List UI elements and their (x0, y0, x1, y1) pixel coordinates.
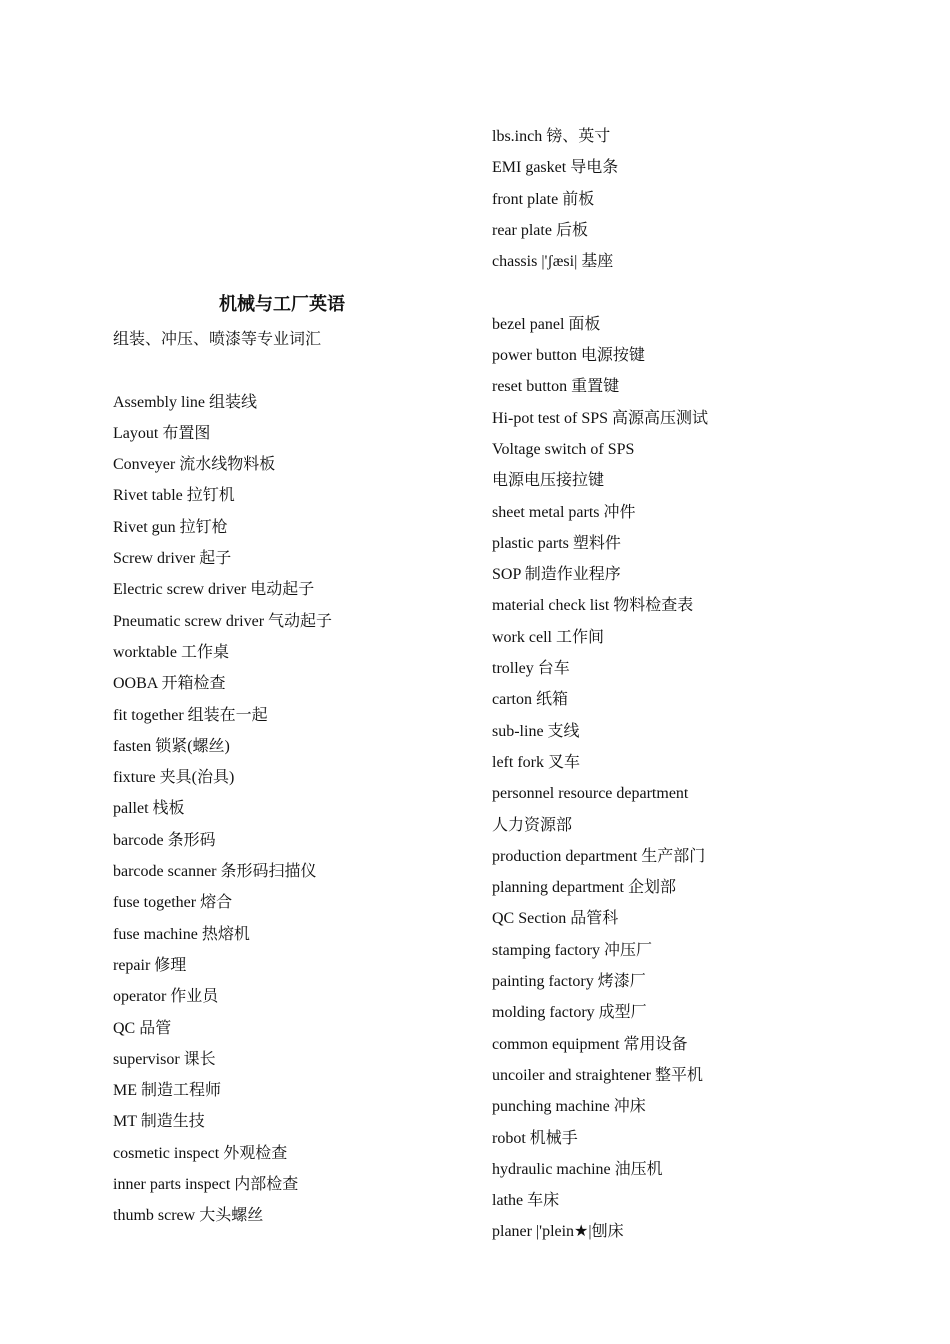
vocab-entry: OOBA 开箱检查 (113, 675, 226, 693)
blank-line (492, 277, 892, 308)
vocab-entry: bezel panel 面板 (492, 315, 601, 333)
vocab-entry: power button 电源按键 (492, 347, 645, 365)
vocab-entry: SOP 制造作业程序 (492, 566, 621, 584)
blank-line (113, 355, 473, 386)
vocab-entry: cosmetic inspect 外观检查 (113, 1144, 288, 1162)
vocab-entry: 人力资源部 (492, 816, 573, 834)
vocab-entry: ME 制造工程师 (113, 1082, 222, 1100)
vocab-entry: pallet 栈板 (113, 800, 185, 818)
vocab-entry: production department 生产部门 (492, 847, 706, 865)
vocab-entry: Layout 布置图 (113, 424, 211, 442)
vocab-entry: left fork 叉车 (492, 753, 580, 771)
right-vocab-list-top (492, 121, 892, 277)
vocab-entry: fasten 锁紧(螺丝) (113, 737, 230, 755)
vocab-entry: Voltage switch of SPS (492, 440, 635, 458)
vocab-entry: barcode 条形码 (113, 831, 216, 849)
vocab-entry: Electric screw driver 电动起子 (113, 581, 315, 599)
vocab-entry: barcode scanner 条形码扫描仪 (113, 863, 317, 881)
vocab-entry: sub-line 支线 (492, 722, 580, 740)
document-title: 机械与工厂英语 (219, 294, 345, 315)
vocab-entry: EMI gasket 导电条 (492, 159, 619, 177)
vocab-entry: lathe 车床 (492, 1192, 560, 1210)
right-column (492, 121, 892, 1248)
vocab-entry: molding factory 成型厂 (492, 1004, 647, 1022)
vocab-entry: work cell 工作间 (492, 628, 604, 646)
vocab-entry: plastic parts 塑料件 (492, 534, 621, 552)
vocab-entry: robot 机械手 (492, 1129, 578, 1147)
vocab-entry: Rivet gun 拉钉枪 (113, 518, 228, 536)
vocab-entry: chassis |'ʃæsi| 基座 (492, 253, 614, 271)
vocab-entry: fuse machine 热熔机 (113, 925, 250, 943)
left-column (113, 292, 473, 1232)
vocab-entry: trolley 台车 (492, 660, 570, 678)
vocab-entry: operator 作业员 (113, 988, 219, 1006)
vocab-entry: fixture 夹具(治具) (113, 769, 235, 787)
vocab-entry: lbs.inch 镑、英寸 (492, 128, 611, 145)
vocab-entry: personnel resource department (492, 785, 689, 803)
vocab-entry: front plate 前板 (492, 190, 595, 208)
vocab-entry: worktable 工作桌 (113, 643, 229, 661)
vocab-entry: supervisor 课长 (113, 1050, 216, 1068)
vocab-entry: Conveyer 流水线物料板 (113, 456, 276, 474)
vocab-entry: inner parts inspect 内部检查 (113, 1176, 299, 1194)
vocab-entry: Screw driver 起子 (113, 550, 232, 568)
vocab-entry: uncoiler and straightener 整平机 (492, 1066, 704, 1084)
right-vocab-list (492, 309, 892, 1248)
vocab-entry: reset button 重置键 (492, 378, 620, 396)
vocab-entry: QC 品管 (113, 1019, 172, 1037)
vocab-entry: fit together 组装在一起 (113, 706, 268, 724)
vocab-entry: carton 纸箱 (492, 691, 568, 709)
vocab-entry: common equipment 常用设备 (492, 1035, 688, 1053)
vocab-entry: QC Section 品管科 (492, 910, 619, 928)
vocab-entry: Hi-pot test of SPS 高源高压测试 (492, 409, 709, 427)
vocab-entry: painting factory 烤漆厂 (492, 973, 646, 991)
vocab-entry: repair 修理 (113, 956, 187, 974)
vocab-entry: MT 制造生技 (113, 1113, 205, 1131)
vocab-entry: hydraulic machine 油压机 (492, 1160, 663, 1178)
vocab-entry: sheet metal parts 冲件 (492, 503, 636, 521)
vocab-entry: stamping factory 冲压厂 (492, 941, 652, 959)
vocab-entry: Pneumatic screw driver 气动起子 (113, 612, 333, 630)
vocab-entry: thumb screw 大头螺丝 (113, 1207, 264, 1225)
vocab-entry: punching machine 冲床 (492, 1098, 646, 1116)
left-vocab-list (113, 387, 473, 1232)
vocab-entry: planer |'plein★|刨床 (492, 1223, 624, 1241)
document-subtitle: 组装、冲压、喷漆等专业词汇 (113, 331, 322, 348)
vocab-entry: fuse together 熔合 (113, 894, 233, 912)
vocab-entry: planning department 企划部 (492, 879, 676, 897)
vocab-entry: material check list 物料检查表 (492, 597, 694, 615)
vocab-entry: rear plate 后板 (492, 221, 588, 239)
vocab-entry: Assembly line 组装线 (113, 393, 257, 411)
vocab-entry: 电源电压接拉键 (492, 472, 605, 490)
vocab-entry: Rivet table 拉钉机 (113, 487, 235, 505)
